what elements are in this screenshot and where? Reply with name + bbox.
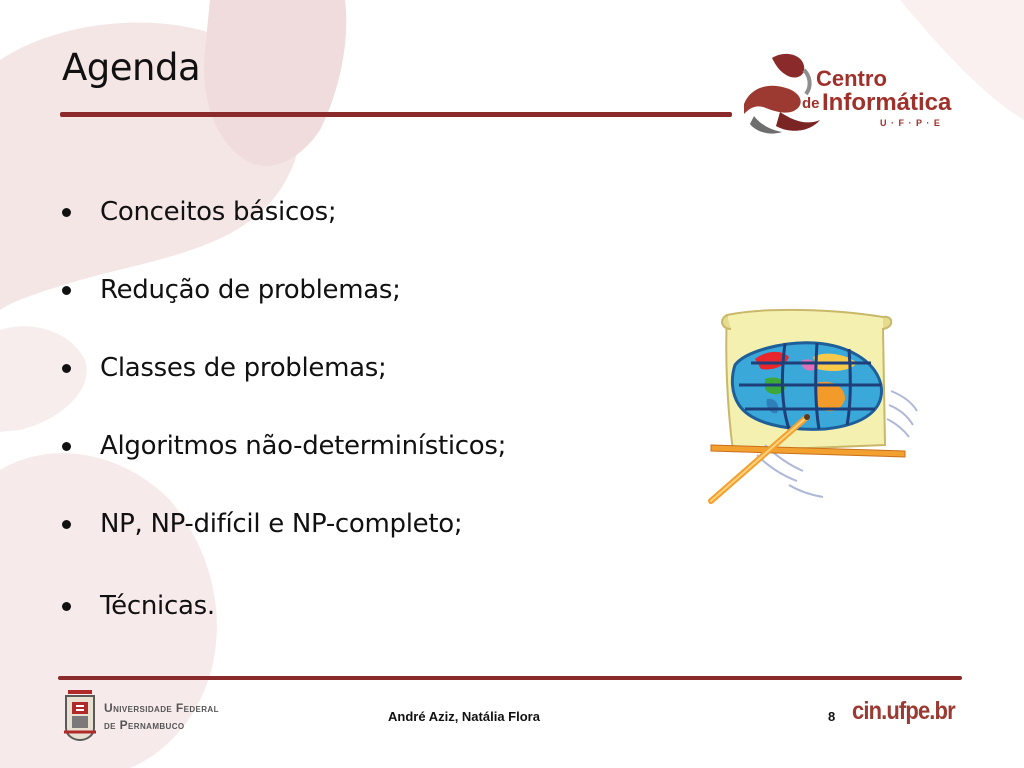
slide-title: Agenda [62, 46, 201, 89]
agenda-item-text: Técnicas. [100, 591, 215, 621]
cin-logo-line3: U · F · P · E [880, 118, 941, 128]
page-number: 8 [828, 709, 836, 724]
agenda-item-text: Algoritmos não-determinísticos; [100, 431, 507, 461]
agenda-item-text: NP, NP-difícil e NP-completo; [100, 509, 463, 539]
bullet-dot-icon [62, 602, 71, 611]
title-divider [60, 112, 732, 117]
world-map-clipart-icon [705, 305, 925, 515]
bullet-dot-icon [62, 208, 71, 217]
footer-url[interactable]: cin.ufpe.br [852, 697, 955, 725]
ufpe-seal-icon [62, 688, 98, 742]
university-name-line2: de Pernambuco [104, 718, 185, 732]
university-name-line1: Universidade Federal [104, 701, 219, 715]
agenda-item [60, 586, 506, 626]
agenda-item-text: Classes de problemas; [100, 353, 387, 383]
agenda-item-text: Redução de problemas; [100, 275, 401, 305]
cin-logo-line2: Informática [822, 89, 952, 116]
bullet-dot-icon [62, 286, 71, 295]
agenda-list [60, 192, 506, 626]
cin-logo-de: de [802, 95, 820, 112]
cin-logo-icon [740, 46, 970, 136]
bullet-dot-icon [62, 364, 71, 373]
agenda-item [60, 270, 506, 310]
agenda-item-text: Conceitos básicos; [100, 197, 337, 227]
footer-author: André Aziz, Natália Flora [388, 709, 540, 724]
bullet-dot-icon [62, 442, 71, 451]
agenda-item [60, 348, 506, 388]
bullet-dot-icon [62, 520, 71, 529]
agenda-item [60, 504, 506, 544]
cin-logo-line1: Centro [816, 66, 887, 91]
agenda-item [60, 192, 506, 232]
footer-divider [58, 676, 962, 680]
university-name [104, 700, 264, 734]
agenda-item [60, 426, 506, 466]
